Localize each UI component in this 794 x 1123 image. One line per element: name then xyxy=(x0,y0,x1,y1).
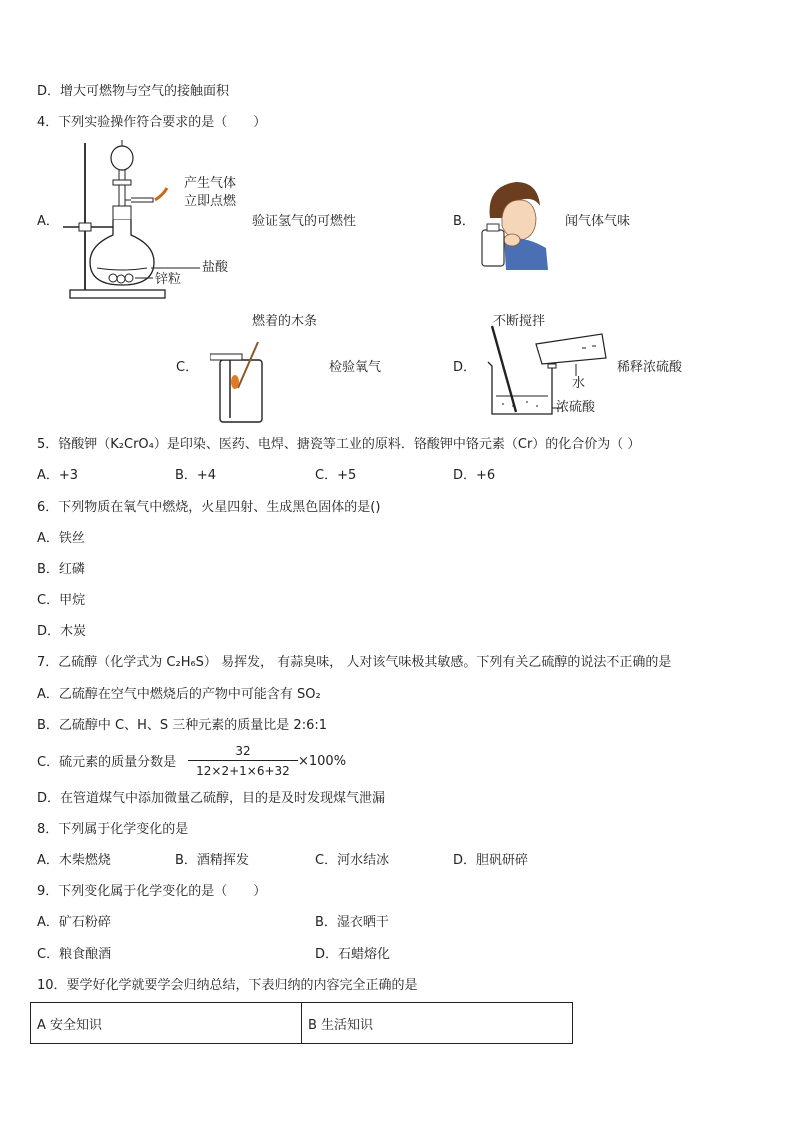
q5-option-c: C．+5 xyxy=(315,468,357,483)
label-burning-stick: 燃着的木条 xyxy=(252,314,318,329)
q6-option-a: A．铁丝 xyxy=(37,531,85,546)
fraction-denominator: 12×2+1×6+32 xyxy=(196,764,290,778)
hydrogen-apparatus-figure xyxy=(55,140,250,302)
q5-option-b: B．+4 xyxy=(175,468,217,483)
q5-option-a: A．+3 xyxy=(37,468,79,483)
q9-stem: 9．下列变化属于化学变化的是（ ） xyxy=(37,884,267,899)
label-hydrochloric-acid: 盐酸 xyxy=(202,260,229,275)
q8-option-d: D．胆矾研碎 xyxy=(453,853,529,868)
q7-option-c-prefix: C．硫元素的质量分数是 xyxy=(37,755,177,770)
q4-stem: 4．下列实验操作符合要求的是（ ） xyxy=(37,115,267,130)
q8-stem: 8．下列属于化学变化的是 xyxy=(37,822,189,837)
label-keep-stirring: 不断搅拌 xyxy=(493,314,546,329)
q7-option-b: B．乙硫醇中 C、H、S 三种元素的质量比是 2:6:1 xyxy=(37,718,327,733)
q4-c-letter: C． xyxy=(176,360,199,375)
q5-option-d: D．+6 xyxy=(453,468,496,483)
smelling-gas-figure xyxy=(476,178,554,270)
q3-option-d: D．增大可燃物与空气的接触面积 xyxy=(37,84,230,99)
q10-table xyxy=(30,1002,573,1044)
q6-option-c: C．甲烷 xyxy=(37,593,86,608)
fraction-bar xyxy=(188,760,298,761)
fraction-numerator: 32 xyxy=(235,744,251,758)
table-cell-life: B 生活知识 xyxy=(302,1003,573,1044)
table-cell-safety: A 安全知识 xyxy=(31,1003,302,1044)
q4-a-caption: 验证氢气的可燃性 xyxy=(252,214,357,229)
q6-stem: 6．下列物质在氧气中燃烧，火星四射、生成黑色固体的是() xyxy=(37,500,381,515)
q8-option-b: B．酒精挥发 xyxy=(175,853,249,868)
label-gas-produced: 产生气体 xyxy=(184,176,237,191)
q8-option-c: C．河水结冰 xyxy=(315,853,390,868)
oxygen-test-figure xyxy=(210,338,268,424)
q7-option-a: A．乙硫醇在空气中燃烧后的产物中可能含有 SO₂ xyxy=(37,687,321,702)
q4-b-caption: 闻气体气味 xyxy=(565,214,631,229)
q9-option-a: A．矿石粉碎 xyxy=(37,915,111,930)
q9-option-c: C．粮食酿酒 xyxy=(37,947,112,962)
q7-option-d: D．在管道煤气中添加微量乙硫醇，目的是及时发现煤气泄漏 xyxy=(37,791,386,806)
q8-option-a: A．木柴燃烧 xyxy=(37,853,111,868)
q6-option-b: B．红磷 xyxy=(37,562,85,577)
label-water: 水 xyxy=(572,376,586,391)
q9-option-b: B．湿衣晒干 xyxy=(315,915,389,930)
q4-b-letter: B． xyxy=(453,214,475,229)
q4-d-caption: 稀释浓硫酸 xyxy=(617,360,683,375)
q6-option-d: D．木炭 xyxy=(37,624,87,639)
q4-d-letter: D． xyxy=(453,360,477,375)
label-zinc-granules: 锌粒 xyxy=(155,272,182,287)
q7-stem: 7．乙硫醇（化学式为 C₂H₆S） 易挥发， 有蒜臭味， 人对该气味极其敏感。下列有关乙硫醇的说法不正确的是 xyxy=(37,655,672,670)
q7-option-c-suffix: ×100% xyxy=(298,754,347,769)
label-conc-sulfuric-acid: 浓硫酸 xyxy=(556,400,596,415)
q9-option-d: D．石蜡熔化 xyxy=(315,947,391,962)
q5-stem: 5．铬酸钾（K₂CrO₄）是印染、医药、电焊、搪瓷等工业的原料．铬酸钾中铬元素（Cr）的化合价为（ ） xyxy=(37,437,641,452)
q4-c-caption: 检验氧气 xyxy=(329,360,382,375)
q10-stem: 10．要学好化学就要学会归纳总结，下表归纳的内容完全正确的是 xyxy=(37,978,418,993)
label-ignite: 立即点燃 xyxy=(184,194,237,209)
q4-a-letter: A． xyxy=(37,214,59,229)
